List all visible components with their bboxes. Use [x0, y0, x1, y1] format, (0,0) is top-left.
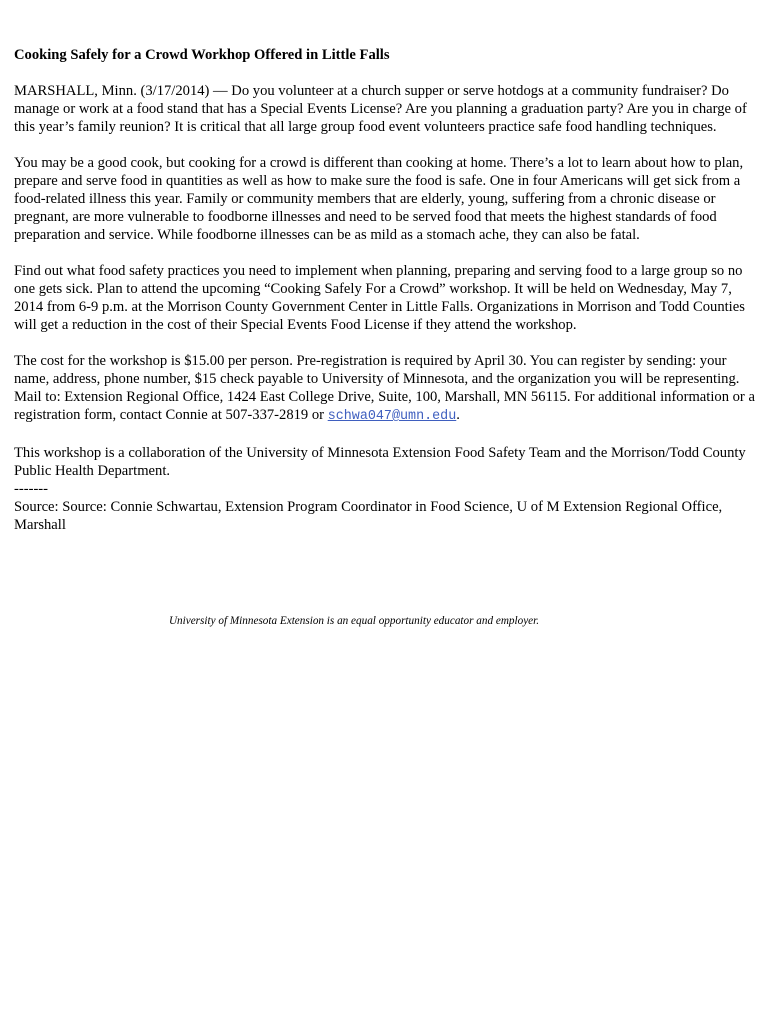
- footer-disclaimer: University of Minnesota Extension is an equal opportunity educator and employer.: [168, 615, 540, 627]
- paragraph-intro: MARSHALL, Minn. (3/17/2014) — Do you volunteer at a church supper or serve hotdogs at a community fundraiser? Do manage or work at a food stand that has a Special Events License? Are you planning a graduation party? Are you in charge of this year’s family reunion? It is critical that all large group food event volunteers practice safe food handling techniques.: [14, 83, 747, 135]
- email-link[interactable]: schwa047@umn.edu: [327, 409, 457, 424]
- registration-text: The cost for the workshop is $15.00 per person. Pre-registration is required by April 30. You can register by sending: your name, address, phone number, $15 check payable to University of Minnesota, and the organization you will be representing. Mail to: Extension Regional Office, 1424 East College Drive, Suite, 100, Marshall, MN 56115. For additional information or a registration form, contact Connie at 507-337-2819 or: [14, 353, 755, 423]
- paragraph-registration: [14, 352, 760, 426]
- paragraph-cooking-for-crowd: You may be a good cook, but cooking for a crowd is different than cooking at home. There’s a lot to learn about how to plan, prepare and serve food in quantities as well as how to make sure the food is safe. One in four Americans will get sick from a food-related illness this year. Family or community members that are elderly, young, suffering from a chronic disease or pregnant, are more vulnerable to foodborne illnesses and need to be served food that meets the highest standards of food preparation and service. While foodborne illnesses can be as mild as a stomach ache, they can also be fatal.: [14, 155, 744, 243]
- article-title: Cooking Safely for a Crowd Workhop Offered in Little Falls: [14, 47, 390, 63]
- paragraph-collaboration: This workshop is a collaboration of the University of Minnesota Extension Food Safety Team and the Morrison/Todd County Public Health Department.: [14, 445, 746, 479]
- paragraph-workshop-details: Find out what food safety practices you need to implement when planning, preparing and serving food to a large group so no one gets sick. Plan to attend the upcoming “Cooking Safely For a Crowd” workshop. It will be held on Wednesday, May 7, 2014 from 6-9 p.m. at the Morrison County Government Center in Little Falls. Organizations in Morrison and Todd Counties will get a reduction in the cost of their Special Events Food License if they attend the workshop.: [14, 263, 745, 333]
- source-credit: Source: Source: Connie Schwartau, Extension Program Coordinator in Food Science, U of M Extension Regional Office, Marshall: [14, 499, 723, 533]
- separator-line: -------: [14, 481, 49, 497]
- article-body: [14, 46, 760, 534]
- registration-text-end: .: [456, 407, 460, 423]
